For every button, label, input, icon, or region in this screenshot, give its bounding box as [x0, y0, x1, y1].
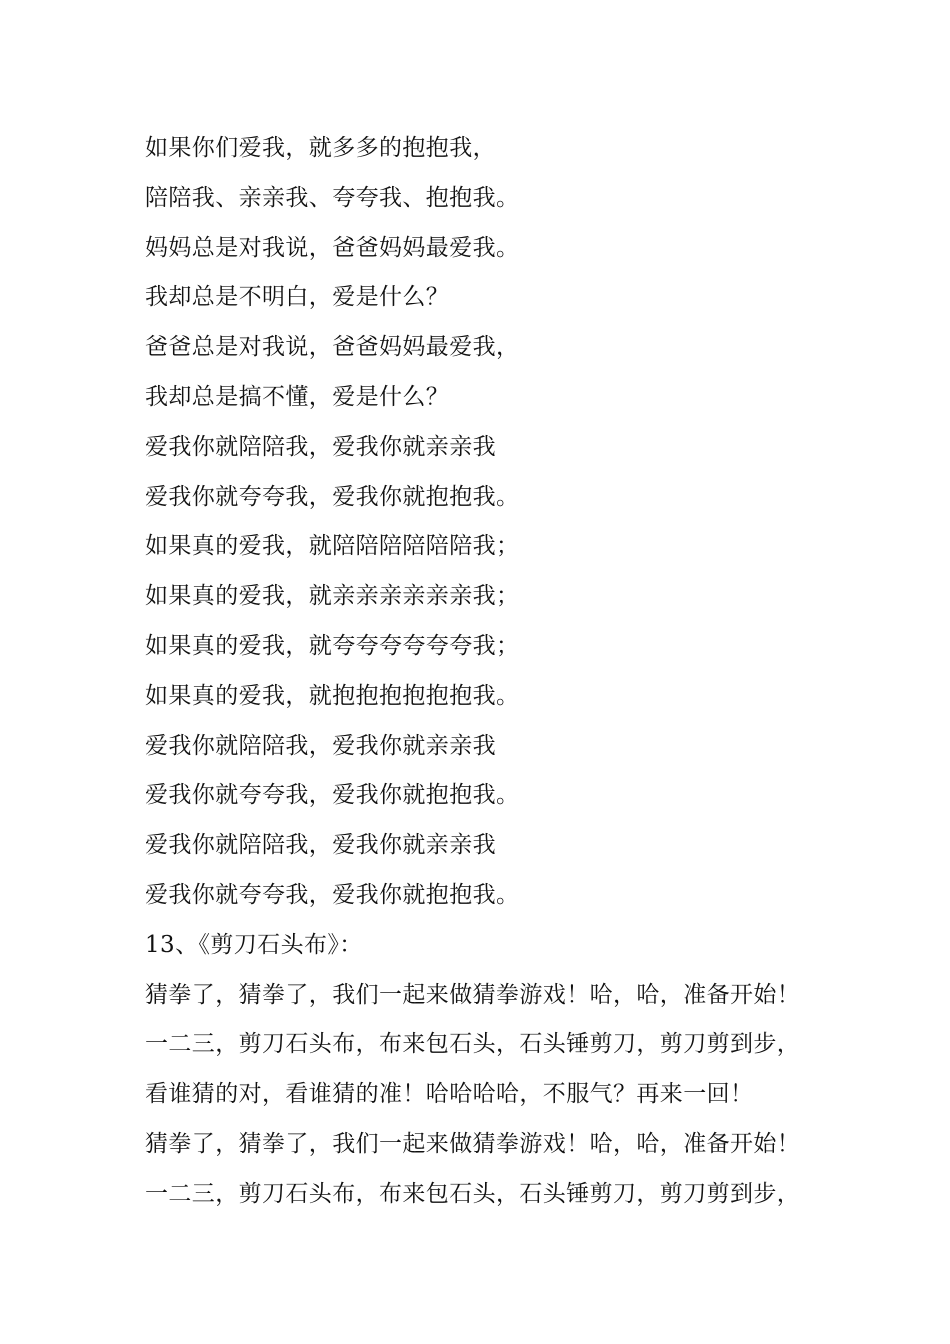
text-line: 爸爸总是对我说，爸爸妈妈最爱我， — [145, 334, 520, 361]
text-line: 一二三，剪刀石头布，布来包石头，石头锤剪刀，剪刀剪到步， — [145, 1180, 801, 1207]
text-line: 猜拳了，猜拳了，我们一起来做猜拳游戏！哈，哈，准备开始！ — [145, 981, 801, 1008]
text-line: 爱我你就陪陪我，爱我你就亲亲我 — [145, 732, 496, 759]
text-line: 爱我你就夸夸我，爱我你就抱抱我。 — [145, 881, 520, 908]
text-lines — [145, 124, 845, 1220]
text-line: 如果你们爱我，就多多的抱抱我， — [145, 135, 496, 161]
text-line: 看谁猜的对，看谁猜的准！哈哈哈哈，不服气？再来一回！ — [145, 1081, 754, 1108]
text-line: 我却总是搞不懂，爱是什么？ — [145, 383, 450, 410]
text-line: 如果真的爱我，就夸夸夸夸夸夸我； — [145, 632, 520, 659]
text-line: 爱我你就陪陪我，爱我你就亲亲我 — [145, 832, 496, 859]
text-line: 如果真的爱我，就亲亲亲亲亲亲我； — [145, 583, 520, 610]
text-line: 如果真的爱我，就抱抱抱抱抱抱我。 — [145, 682, 520, 709]
text-line: 一二三，剪刀石头布，布来包石头，石头锤剪刀，剪刀剪到步， — [145, 1031, 801, 1058]
text-line: 我却总是不明白，爱是什么？ — [145, 284, 450, 311]
text-line: 猜拳了，猜拳了，我们一起来做猜拳游戏！哈，哈，准备开始！ — [145, 1130, 801, 1157]
text-line: 妈妈总是对我说，爸爸妈妈最爱我。 — [145, 234, 520, 261]
text-line: 爱我你就夸夸我，爱我你就抱抱我。 — [145, 782, 520, 809]
text-line: 如果真的爱我，就陪陪陪陪陪陪我； — [145, 533, 520, 560]
text-line: 陪陪我、亲亲我、夸夸我、抱抱我。 — [145, 184, 520, 211]
text-line: 爱我你就陪陪我，爱我你就亲亲我 — [145, 433, 496, 460]
text-line: 爱我你就夸夸我，爱我你就抱抱我。 — [145, 483, 520, 510]
section-heading: 13、《剪刀石头布》： — [145, 931, 363, 958]
